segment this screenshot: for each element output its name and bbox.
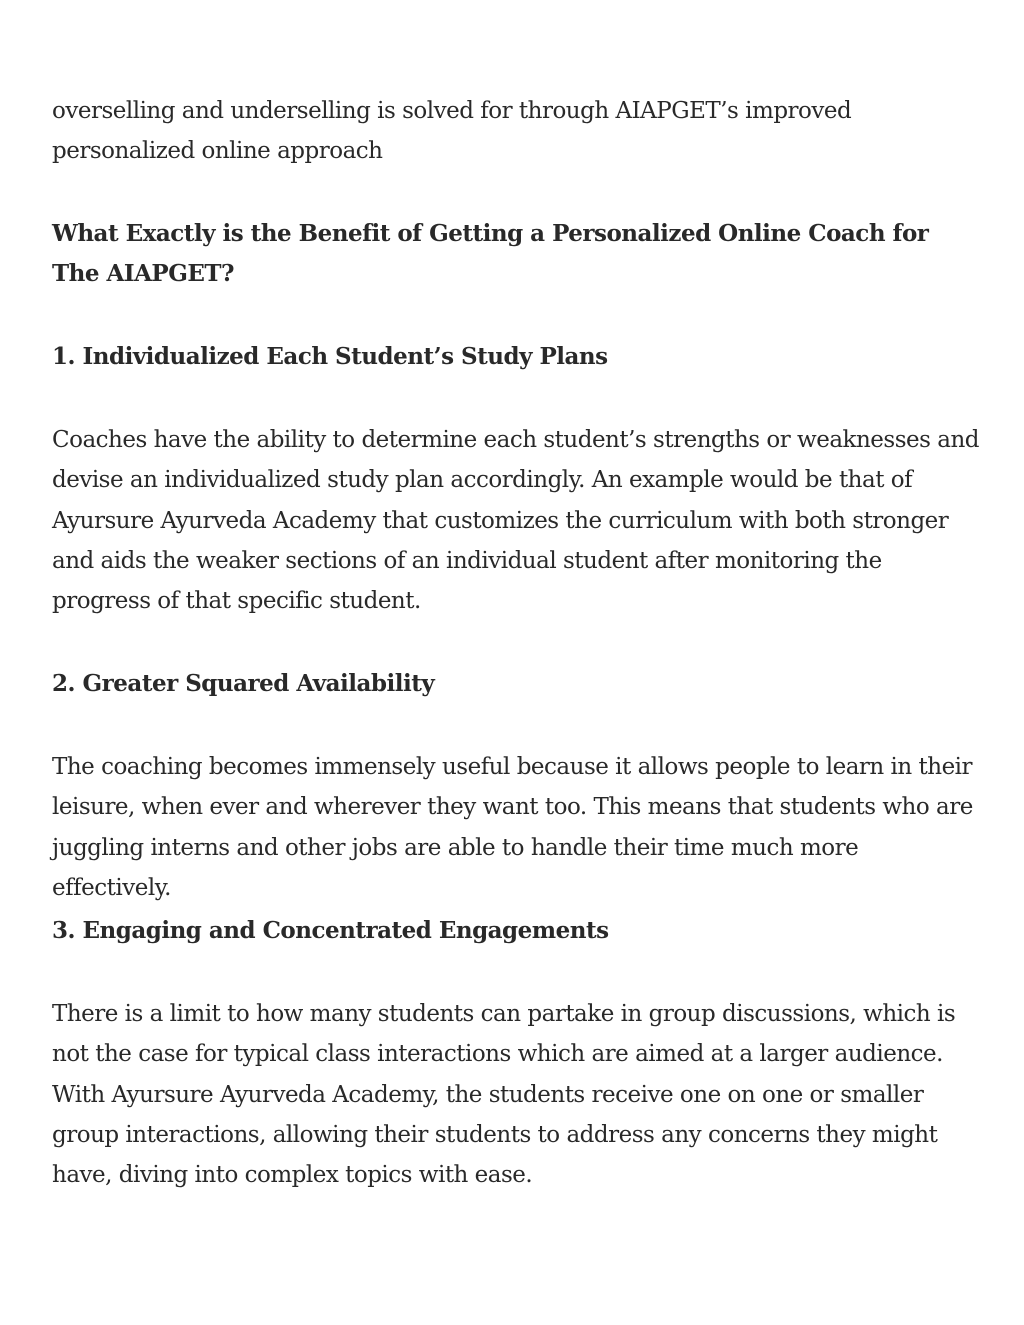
section-heading: What Exactly is the Benefit of Getting a Personalized Online Coach for The AIAPGET? bbox=[52, 220, 929, 288]
paragraph-2: The coaching becomes immensely useful because it allows people to learn in their leisure, when ever and wherever they want too. This means that students who are juggling interns and other jobs are able to handle their time much more effectively. bbox=[52, 754, 973, 901]
subheading-3: 3. Engaging and Concentrated Engagements bbox=[52, 917, 609, 944]
paragraph-1: Coaches have the ability to determine each student’s strengths or weaknesses and devise an individualized study plan accordingly. An example would be that of Ayursure Ayurveda Academy that customizes the curriculum with both stronger and aids the weaker sections of an individual student after monitoring the progress of that specific student. bbox=[52, 427, 979, 615]
paragraph-3: There is a limit to how many students can partake in group discussions, which is not the case for typical class interactions which are aimed at a larger audience. With Ayursure Ayurveda Academy, the students receive one on one or smaller group interactions, allowing their students to address any concerns they might have, diving into complex topics with ease. bbox=[52, 1001, 956, 1189]
subheading-2: 2. Greater Squared Availability bbox=[52, 670, 435, 697]
subheading-1: 1. Individualized Each Student’s Study Plans bbox=[52, 343, 608, 370]
intro-paragraph: overselling and underselling is solved for through AIAPGET’s improved personalized online approach bbox=[52, 98, 852, 165]
